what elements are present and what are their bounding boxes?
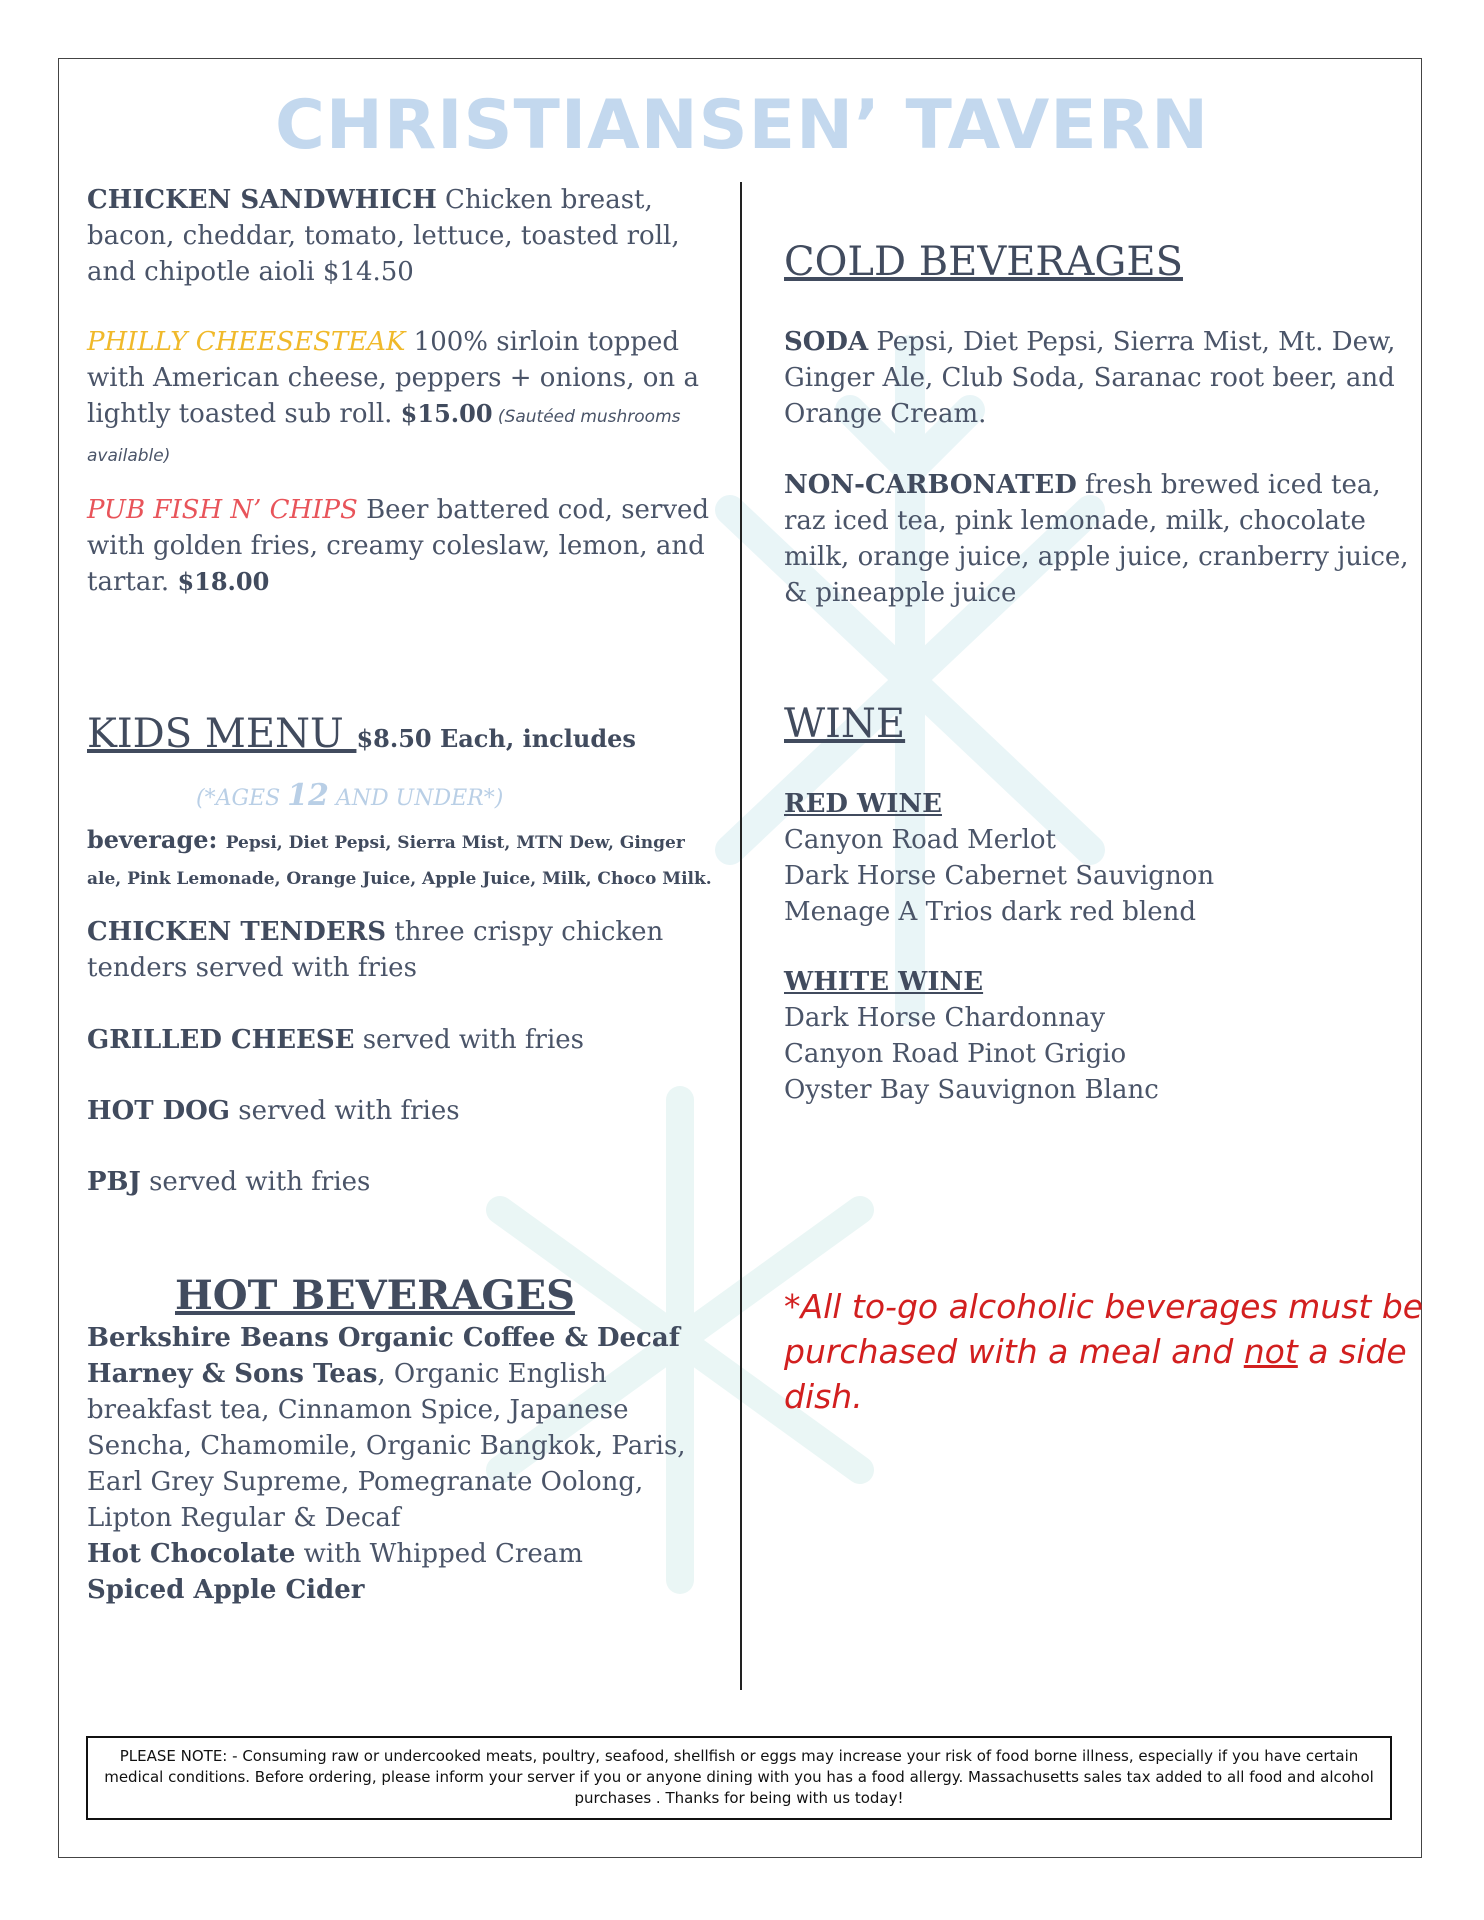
menu-item-philly-cheesesteak — [87, 324, 717, 474]
section-title: WINE — [784, 701, 906, 747]
beverage-label: beverage: — [87, 825, 226, 854]
kids-ages-note: (*AGES 12 AND UNDER*) — [196, 778, 504, 813]
white-wine-list — [784, 964, 1414, 1108]
item-price: $15.00 — [400, 399, 493, 428]
wine-heading — [784, 700, 1414, 748]
item-name: CHICKEN SANDWHICH — [87, 185, 437, 215]
item-name: PBJ — [87, 1167, 141, 1197]
item-description: served with fries — [354, 1025, 584, 1055]
beverage-options: Pepsi, Diet Pepsi, Sierra Mist, MTN Dew, Ginger ale, Pink Lemonade, Orange Juice, Apple Juice, Milk, Choco Milk. — [87, 833, 712, 889]
cider-item: Spiced Apple Cider — [87, 1575, 365, 1605]
wine-item: Oyster Bay Sauvignon Blanc — [784, 1075, 1159, 1105]
red-wine-list — [784, 786, 1414, 930]
item-price: $18.00 — [177, 567, 270, 596]
cold-beverages-heading — [784, 238, 1414, 286]
item-description: Pepsi, Diet Pepsi, Sierra Mist, Mt. Dew, Ginger Ale, Club Soda, Saranac root beer, and Orange Cream. — [784, 327, 1396, 429]
item-description: Beer battered cod, served with golden fries, creamy coleslaw, lemon, and tartar. — [87, 495, 710, 597]
wine-item: Canyon Road Pinot Grigio — [784, 1039, 1127, 1069]
kids-item — [87, 1164, 717, 1200]
non-carbonated-item — [784, 467, 1414, 611]
item-name: SODA — [784, 327, 869, 357]
tea-item: Harney & Sons Teas, Organic English breakfast tea, Cinnamon Spice, Japanese Sencha, Chamomile, Organic Bangkok, Paris, Earl Grey Supreme, Pomegranate Oolong, Lipton Regular & Decaf — [87, 1359, 686, 1533]
emphasis-not: not — [1243, 1332, 1298, 1371]
kids-item — [87, 1093, 717, 1129]
coffee-item: Berkshire Beans Organic Coffee & Decaf — [87, 1323, 680, 1353]
alcohol-notice: *All to-go alcoholic beverages must be purchased with a meal and not a side dish. — [784, 1287, 1424, 1416]
item-description: Chicken breast, bacon, cheddar, tomato, lettuce, toasted roll, and chipotle aioli $14.50 — [87, 185, 680, 287]
wine-item: Dark Horse Cabernet Sauvignon — [784, 861, 1215, 891]
wine-item: Canyon Road Merlot — [784, 825, 1056, 855]
kids-price: $8.50 Each, includes — [356, 724, 636, 753]
menu-item-chicken-sandwich — [87, 182, 717, 290]
hot-beverages-heading — [175, 1272, 805, 1320]
kids-item — [87, 1022, 717, 1058]
column-divider — [740, 182, 742, 1690]
item-name: PUB FISH N’ CHIPS — [87, 495, 358, 525]
item-note: (Sautéed mushrooms available) — [87, 407, 681, 466]
kids-item — [87, 914, 717, 986]
wine-item: Menage A Trios dark red blend — [784, 897, 1196, 927]
kids-menu-heading — [87, 710, 717, 758]
item-description: three crispy chicken tenders served with fries — [87, 917, 664, 983]
red-wine-title: RED WINE — [784, 789, 942, 819]
section-title: COLD BEVERAGES — [784, 239, 1183, 285]
hot-chocolate-item: Hot Chocolate with Whipped Cream — [87, 1539, 583, 1569]
item-description: served with fries — [230, 1096, 460, 1126]
item-name: PHILLY CHEESESTEAK — [87, 327, 406, 357]
wine-item: Dark Horse Chardonnay — [784, 1003, 1106, 1033]
item-description: served with fries — [140, 1167, 371, 1197]
item-description: 100% sirloin topped with American cheese, peppers + onions, on a lightly toasted sub roll. — [87, 327, 699, 429]
item-name: GRILLED CHEESE — [87, 1025, 355, 1055]
item-description: fresh brewed iced tea, raz iced tea, pink lemonade, milk, chocolate milk, orange juice, apple juice, cranberry juice, & pineapple juice — [784, 470, 1409, 608]
restaurant-title: CHRISTIANSEN’ TAVERN — [275, 86, 1209, 165]
menu-item-fish-chips — [87, 492, 717, 600]
soda-item — [784, 324, 1414, 432]
white-wine-title: WHITE WINE — [784, 967, 984, 997]
allergy-notice-box: PLEASE NOTE: - Consuming raw or undercooked meats, poultry, seafood, shellfish or eggs may increase your risk of food borne illness, especially if you have certain medical conditions. Before ordering, please inform your server if you or anyone dining with you has a food allergy. Massachusetts sales tax added to all food and alcohol purchases . Thanks for being with us today! — [86, 1736, 1392, 1820]
item-name: NON-CARBONATED — [784, 470, 1077, 500]
item-name: CHICKEN TENDERS — [87, 917, 387, 947]
hot-beverages-list — [87, 1320, 717, 1608]
item-name: HOT DOG — [87, 1096, 231, 1126]
section-title: KIDS MENU — [87, 711, 357, 757]
kids-beverage-list — [87, 822, 717, 894]
section-title: HOT BEVERAGES — [175, 1272, 575, 1319]
